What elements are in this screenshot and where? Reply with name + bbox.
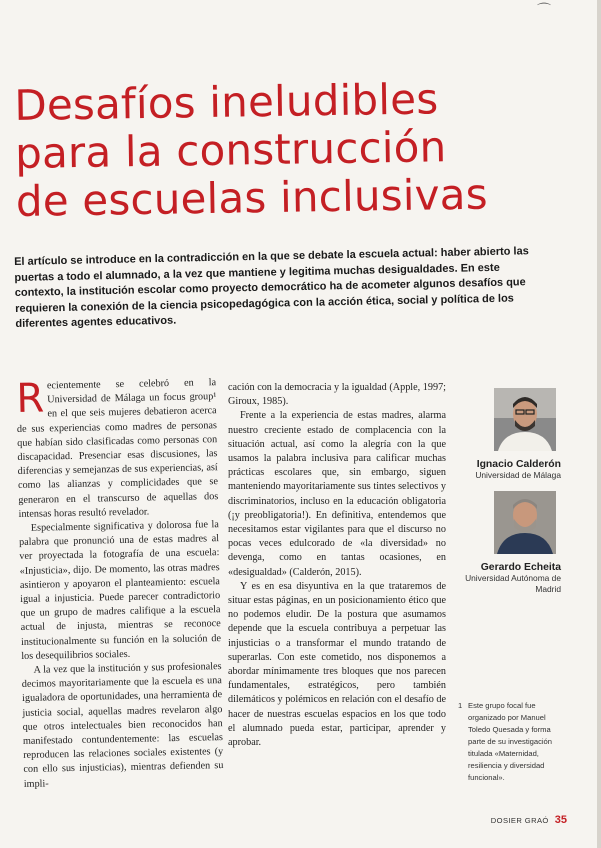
corner-mark-icon: ⌒ xyxy=(537,2,551,18)
paragraph: cación con la democracia y la igualdad (Apple, 1997; Giroux, 1985). xyxy=(228,382,446,408)
paragraph: Especialmente significativa y dolorosa fue la palabra que pronunció una de estas madres al ver proyectada la fotografía de una escuela: «Injusticia», dijo. De momento, las otras madres asintieron y apoyaron el planteamiento: escuela igual a injusticia. Puede parecer contradictorio que un grupo de madres califique a la escuela actual de injusta, mientras se reconoce institucionalmente su función en la solución de los desequilibrios sociales. xyxy=(19,519,222,662)
title-line-1: Desafíos ineludibles xyxy=(13,74,439,130)
article-lead: El artículo se introduce en la contradicción en la que se debate la escuela actual: haber abierto las puertas a todo el alumnado, a la vez que mantiene y legitima muchas desigualdades. En este contexto, la institución escolar como proyecto democrático ha de acometer algunos desafíos que requieren la conexión de la ciencia psicopedagógica con la acción ética, social y política de los diferentes agentes educativos. xyxy=(14,245,529,331)
paragraph: A la vez que la institución y sus profesionales decimos mayoritariamente que la escuela es una igualadora de oportunidades, una herramienta de justicia social, aquellas madres revelaron algo que otros intelectuales bien reconocidos han manifestado contundentemente: las escuelas reproducen las relaciones sociales existentes (y con ello sus injusticias), mientras defienden su impli- xyxy=(21,661,224,790)
drop-cap: R xyxy=(15,375,45,422)
title-line-3: de escuelas inclusivas xyxy=(15,169,489,226)
author-photo-echeita xyxy=(494,491,556,554)
article-title xyxy=(13,74,489,226)
author-name: Ignacio Calderón xyxy=(476,459,561,470)
footnote xyxy=(458,700,568,784)
footnote-text: Este grupo focal fue organizado por Manuel Toledo Quesada y forma parte de su investigación titulada «Maternidad, resiliencia y diversidad funcional». xyxy=(468,701,553,782)
author-portrait-icon xyxy=(494,388,556,451)
paragraph: Frente a la experiencia de estas madres, alarma nuestro creciente estado de complacencia con la situación actual, así como la alegría con la que usamos la palabra inclusiva para calificar muchas prácticas escolares que, sin embargo, siguen manteniendo mayoritariamente sus tintes selectivos y discriminatorios, incluso en la educación obligatoria (¡y preobligatoria!). En definitiva, entendemos que necesitamos estar vigilantes para que el discurso no pocas veces edulcorado de «la diversidad» no devenga, como en tantas ocasiones, en «desigualdad» (Calderón, 2015). xyxy=(228,410,446,578)
author-photo-calderon xyxy=(494,388,556,451)
page-edge-shadow xyxy=(597,0,601,848)
page-number: 35 xyxy=(554,814,567,826)
body-column-2 xyxy=(228,381,446,750)
paragraph-text: ecientemente se celebró en la Universidad de Málaga un focus group¹ en el que seis mujeres debatieron acerca de sus experiencias como madres de personas que habían sido clasificadas como personas con discapacidad. Presenciar esas discusiones, las diferencias y semejanzas de sus experiencias, así como las alianzas y complicidades que se generaron en el transcurso de aquellas dos intensas horas resultó revelador. xyxy=(16,377,219,520)
page-folio xyxy=(491,810,567,828)
magazine-name: DOSIER GRAÓ xyxy=(490,816,549,825)
title-line-2: para la construcción xyxy=(14,122,447,178)
author-block-calderon xyxy=(475,459,561,481)
body-column-1 xyxy=(16,376,224,792)
author-portrait-icon xyxy=(494,491,556,554)
author-name: Gerardo Echeita xyxy=(480,562,561,573)
paragraph xyxy=(16,376,219,522)
paragraph: Y es en esa disyuntiva en la que trataremos de situar estas páginas, en un posicionamiento ético que no podemos eludir. De la postura que asumamos depende que la escuela contribuya a perpetuar las injusticias o a transformar el mundo tratando de superarlas. Con este cometido, nos disponemos a abordar mínimamente tres bloques que nos parecen fundamentales, estratégicos, pero también dilemáticos y polémicos en relación con el desafío de hacer de nuestras escuelas espacios en los que todo el alumnado pueda estar, participar, aprender y aprobar. xyxy=(228,580,446,749)
footnote-number: 1 xyxy=(458,701,463,710)
author-affiliation: Universidad de Málaga xyxy=(475,470,561,480)
author-block-echeita xyxy=(451,562,561,595)
author-affiliation: Universidad Autónoma de Madrid xyxy=(465,573,561,594)
